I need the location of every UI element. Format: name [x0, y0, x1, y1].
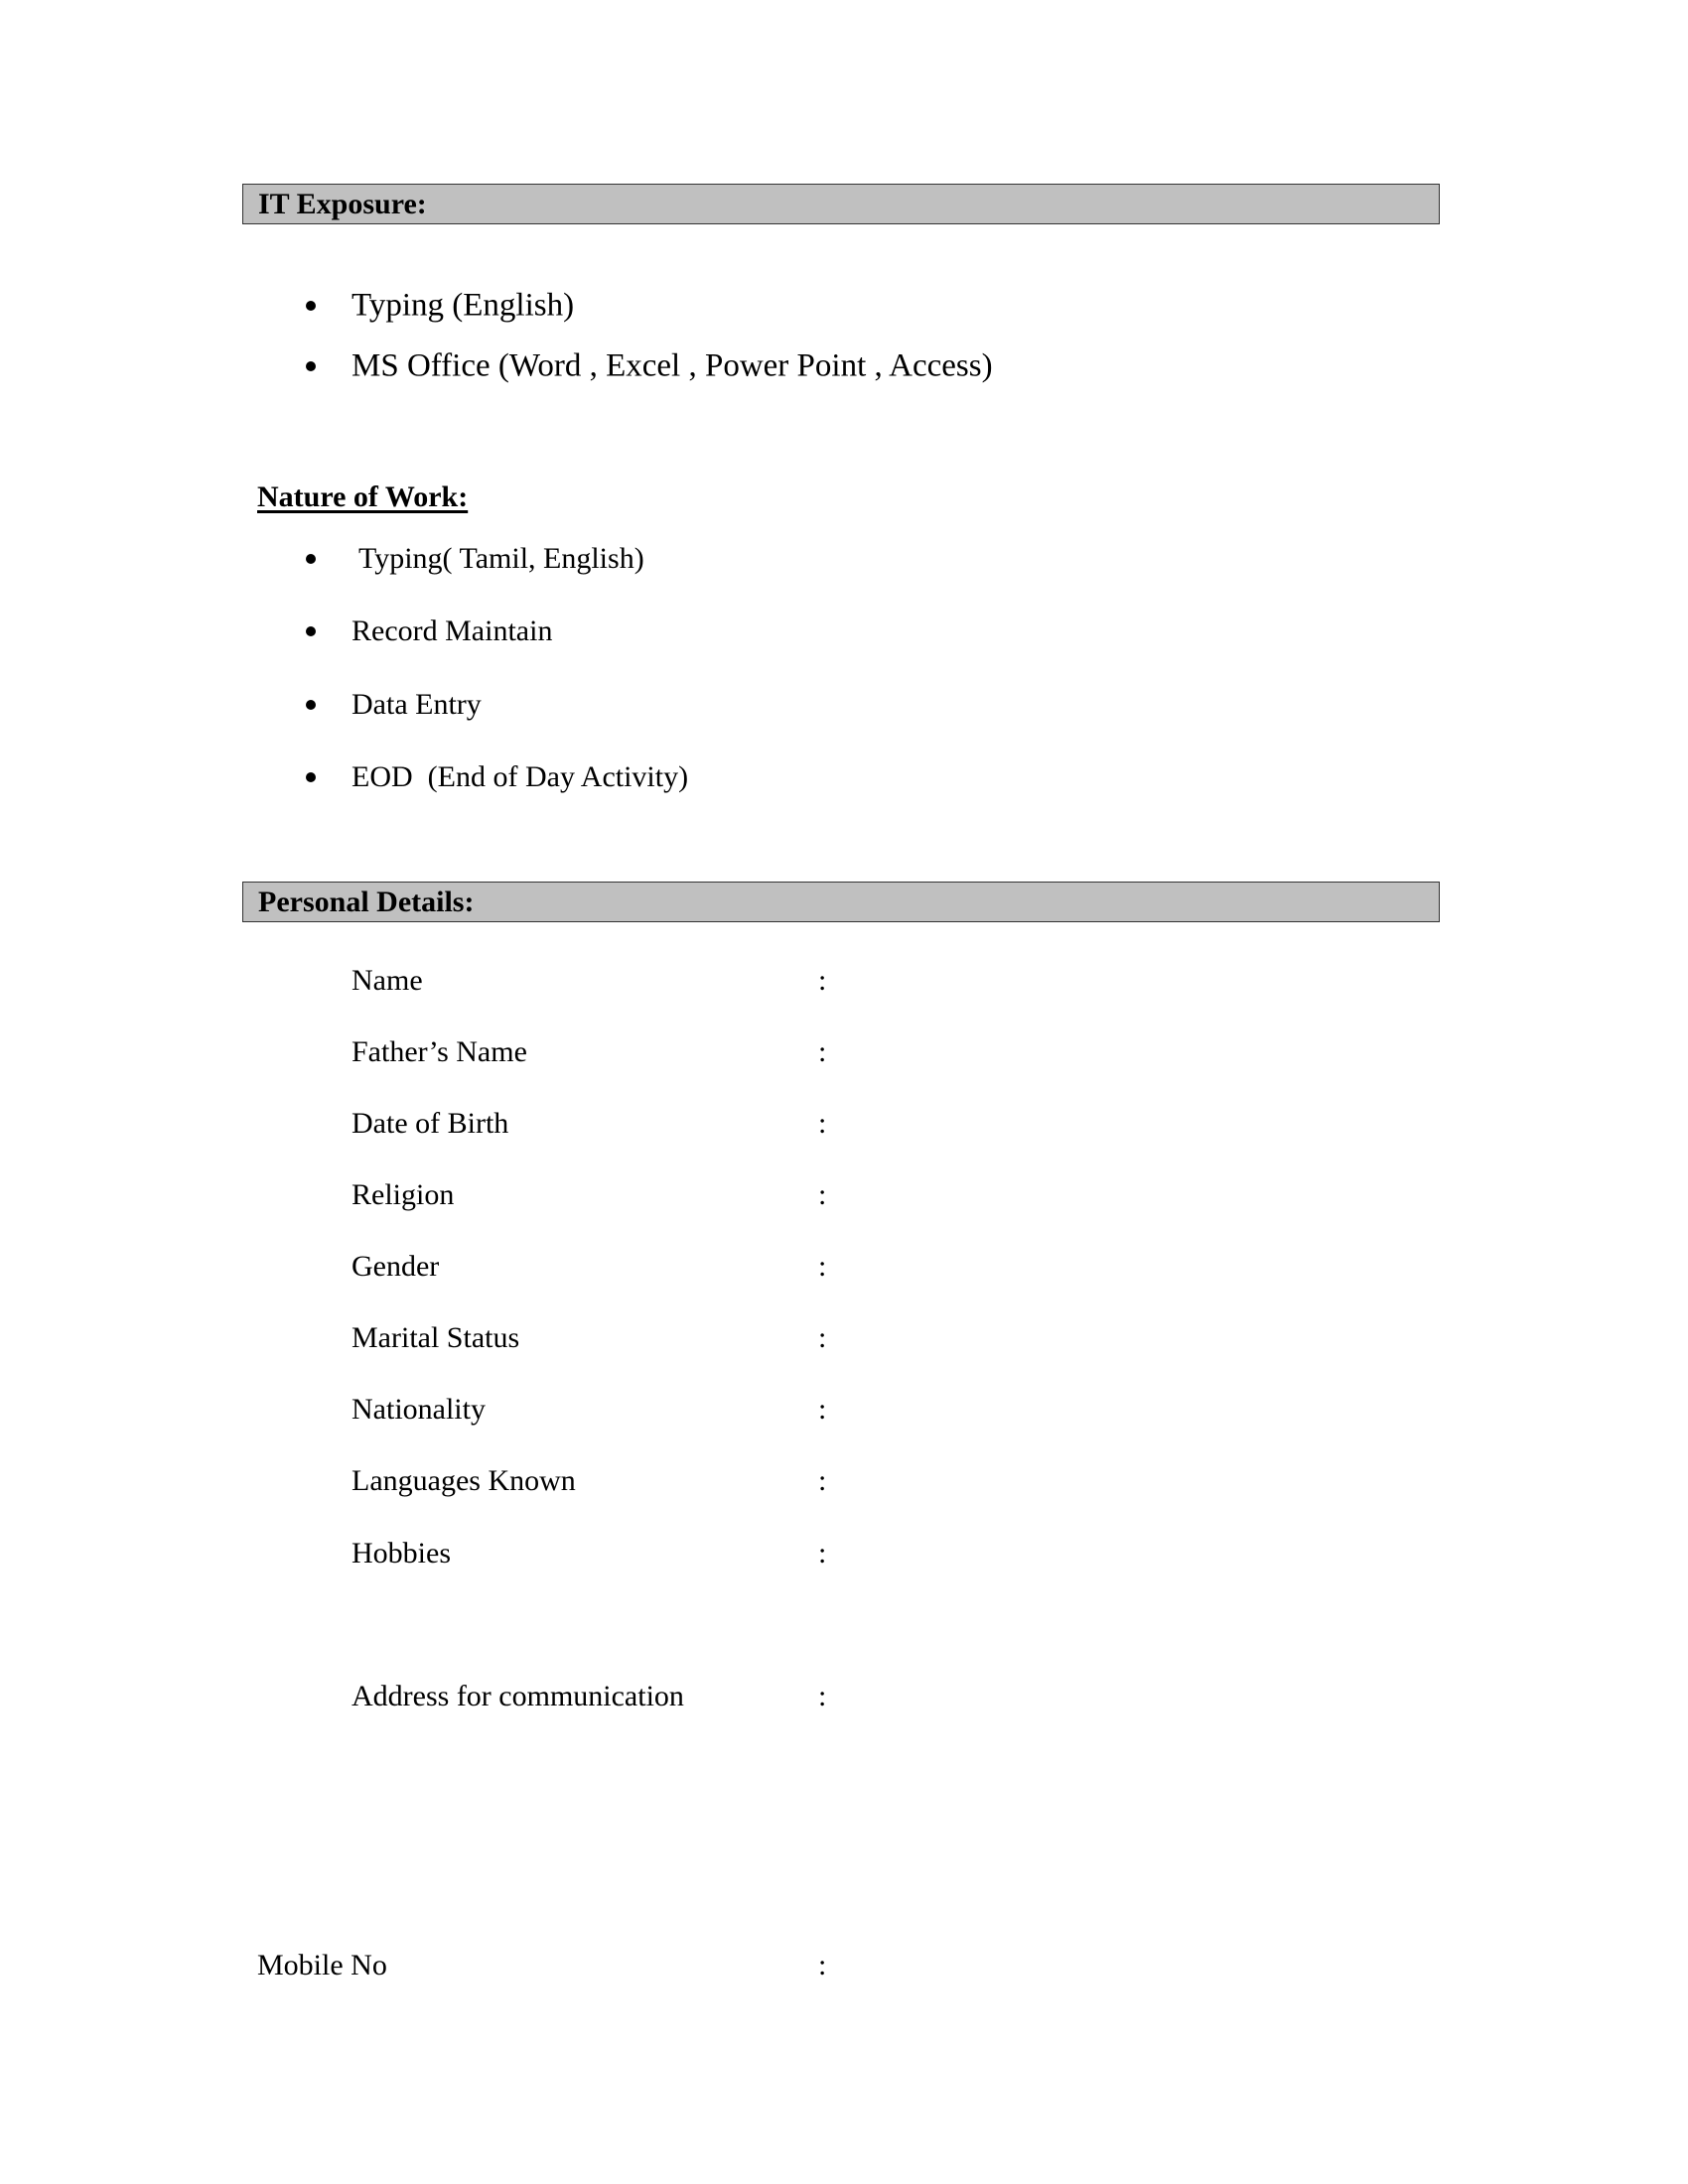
field-label: Name [352, 964, 423, 997]
bullet-icon [306, 626, 316, 636]
field-separator: : [818, 1680, 827, 1712]
field-label: Languages Known [352, 1464, 576, 1497]
field-row-mobile [0, 1946, 1688, 1985]
field-row-nationality [0, 1390, 1688, 1430]
bullet-icon [306, 361, 316, 371]
field-separator: : [818, 1250, 827, 1283]
field-separator: : [818, 1949, 827, 1981]
nature-of-work-item: Data Entry [352, 688, 482, 721]
field-row-gender [0, 1247, 1688, 1287]
bullet-icon [306, 301, 316, 311]
field-label: Nationality [352, 1393, 486, 1426]
personal-details-heading: Personal Details: [258, 885, 475, 918]
it-exposure-heading-bar [242, 184, 1440, 224]
mobile-label: Mobile No [257, 1949, 387, 1981]
field-separator: : [818, 1321, 827, 1354]
personal-details-heading-bar [242, 882, 1440, 922]
field-separator: : [818, 1393, 827, 1426]
field-separator: : [818, 1178, 827, 1211]
field-row-languages-known [0, 1461, 1688, 1501]
field-separator: : [818, 1464, 827, 1497]
field-separator: : [818, 1537, 827, 1570]
field-label: Address for communication [352, 1680, 684, 1712]
nature-of-work-heading: Nature of Work: [257, 480, 469, 513]
field-label: Hobbies [352, 1537, 451, 1570]
field-separator: : [818, 1107, 827, 1140]
it-exposure-heading: IT Exposure: [258, 187, 427, 220]
field-label: Religion [352, 1178, 455, 1211]
nature-of-work-item: Typing( Tamil, English) [352, 542, 644, 575]
bullet-icon [306, 700, 316, 710]
field-row-name [0, 961, 1688, 1001]
field-row-fathers-name [0, 1032, 1688, 1072]
nature-of-work-item: Record Maintain [352, 614, 553, 647]
field-label: Marital Status [352, 1321, 520, 1354]
it-exposure-item: Typing (English) [352, 287, 575, 324]
bullet-icon [306, 772, 316, 782]
field-label: Date of Birth [352, 1107, 509, 1140]
field-row-date-of-birth [0, 1104, 1688, 1144]
it-exposure-item: MS Office (Word , Excel , Power Point , Access) [352, 347, 993, 384]
field-row-hobbies [0, 1534, 1688, 1573]
field-row-religion [0, 1175, 1688, 1215]
field-separator: : [818, 964, 827, 997]
nature-of-work-item: EOD (End of Day Activity) [352, 760, 689, 793]
bullet-icon [306, 554, 316, 564]
field-label: Gender [352, 1250, 440, 1283]
field-label: Father’s Name [352, 1035, 527, 1068]
field-row-address [0, 1677, 1688, 1716]
field-separator: : [818, 1035, 827, 1068]
field-row-marital-status [0, 1318, 1688, 1358]
